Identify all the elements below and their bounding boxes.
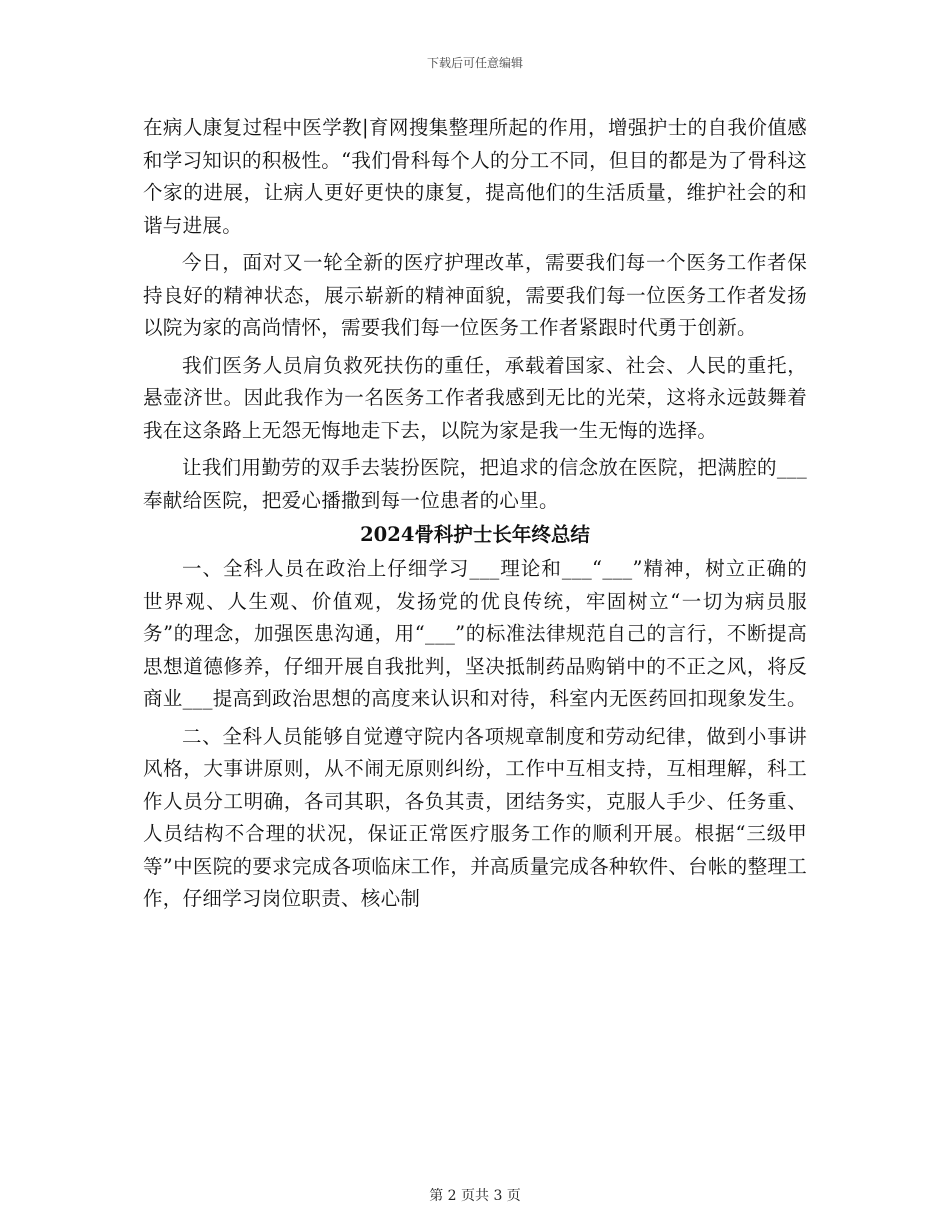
section-paragraph-politics: 一、全科人员在政治上仔细学习___理论和___“___”精神，树立正确的世界观、人生观、价值观，发扬党的优良传统，牢固树立“一切为病员服务”的理念，加强医患沟通，用“___”的标准法律规范自己的言行，不断提高思想道德修养，仔细开展自我批判，坚决抵制药品购销中的不正之风，将反商业___提高到政治思想的高度来认识和对待，科室内无医药回扣现象发生。	[143, 557, 807, 710]
paragraph-dedication: 让我们用勤劳的双手去装扮医院，把追求的信念放在医院，把满腔的___奉献给医院，把爱心播撒到每一位患者的心里。	[143, 456, 807, 512]
paragraph-reform: 今日，面对又一轮全新的医疗护理改革，需要我们每一个医务工作者保持良好的精神状态，展示崭新的精神面貌，需要我们每一位医务工作者发扬以院为家的高尚情怀，需要我们每一位医务工作者紧跟时代勇于创新。	[143, 251, 807, 339]
paragraph-continued: 在病人康复过程中医学教|育网搜集整理所起的作用，增强护士的自我价值感和学习知识的积极性。“我们骨科每个人的分工不同，但目的都是为了骨科这个家的进展，让病人更好更快的康复，提高他们的生活质量，维护社会的和谐与进展。	[143, 116, 807, 237]
section-title: 2024骨科护士长年终总结	[360, 523, 590, 546]
section-paragraph-discipline: 二、全科人员能够自觉遵守院内各项规章制度和劳动纪律，做到小事讲风格，大事讲原则，从不闹无原则纠纷，工作中互相支持，互相理解，科工作人员分工明确，各司其职，各负其责，团结务实，克服人手少、任务重、人员结构不合理的状况，保证正常医疗服务工作的顺利开展。根据“三级甲等”中医院的要求完成各项临床工作，并高质量完成各种软件、台帐的整理工作，仔细学习岗位职责、核心制	[143, 724, 807, 910]
page-header: 下载后可任意编辑	[426, 56, 523, 70]
document-body	[143, 112, 807, 916]
page-number: 第 2 页共 3 页	[429, 1188, 521, 1204]
paragraph-responsibility: 我们医务人员肩负救死扶伤的重任，承载着国家、社会、人民的重托，悬壶济世。因此我作为一名医务工作者我感到无比的光荣，这将永远鼓舞着我在这条路上无怨无悔地走下去，以院为家是我一生无悔的选择。	[143, 353, 807, 442]
